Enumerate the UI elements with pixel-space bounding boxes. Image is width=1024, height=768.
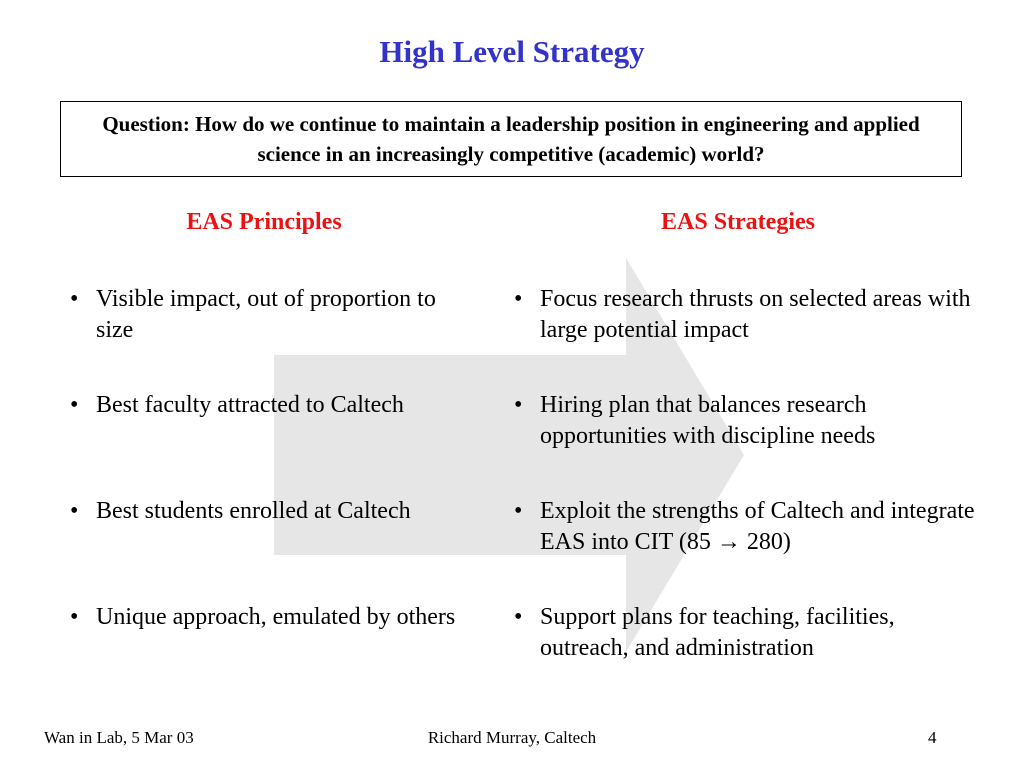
principles-heading: EAS Principles bbox=[186, 209, 342, 235]
bullet-icon: • bbox=[70, 392, 79, 418]
list-item-text: Best faculty attracted to Caltech bbox=[96, 392, 404, 418]
list-item-text: Visible impact, out of proportion to size bbox=[96, 286, 436, 343]
list-item-text: Unique approach, emulated by others bbox=[96, 604, 456, 630]
bullet-icon: • bbox=[514, 392, 523, 418]
bullet-icon: • bbox=[70, 286, 79, 312]
bullet-icon: • bbox=[70, 604, 79, 630]
footer-event: Wan in Lab, 5 Mar 03 bbox=[44, 728, 194, 747]
list-item-text: Best students enrolled at Caltech bbox=[96, 498, 411, 524]
slide-title: High Level Strategy bbox=[379, 34, 645, 69]
footer-author: Richard Murray, Caltech bbox=[427, 728, 597, 747]
question-box bbox=[60, 101, 962, 177]
list-item bbox=[514, 602, 984, 678]
list-item bbox=[70, 284, 460, 360]
question-text: Question: How do we continue to maintain a leadership position in engineering and applied science in an increasingly competitive (academic) world? bbox=[102, 112, 920, 166]
list-item bbox=[70, 602, 460, 678]
list-item-text: Exploit the strengths of Caltech and integrate EAS into CIT (85 → 280) bbox=[540, 498, 975, 555]
strategies-list bbox=[514, 284, 984, 708]
list-item-text: Hiring plan that balances research opportunities with discipline needs bbox=[540, 392, 876, 449]
bullet-icon: • bbox=[514, 498, 523, 524]
bullet-icon: • bbox=[514, 604, 523, 630]
principles-list bbox=[70, 284, 460, 708]
strategies-heading: EAS Strategies bbox=[661, 209, 815, 235]
list-item bbox=[514, 390, 984, 466]
list-item-text: Support plans for teaching, facilities, outreach, and administration bbox=[540, 604, 895, 661]
list-item-text: Focus research thrusts on selected areas with large potential impact bbox=[540, 286, 971, 343]
list-item bbox=[70, 496, 460, 572]
bullet-icon: • bbox=[70, 498, 79, 524]
list-item bbox=[514, 284, 984, 360]
page-number: 4 bbox=[928, 728, 937, 747]
list-item bbox=[70, 390, 460, 466]
list-item bbox=[514, 496, 984, 572]
bullet-icon: • bbox=[514, 286, 523, 312]
